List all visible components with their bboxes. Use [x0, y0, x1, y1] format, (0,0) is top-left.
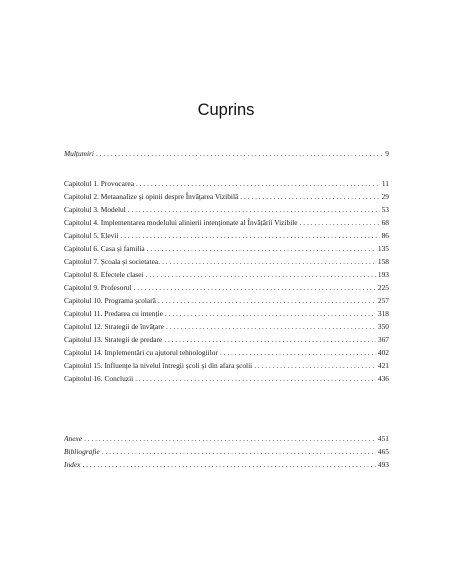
toc-entry[interactable]	[64, 190, 389, 203]
toc-dot-leader	[128, 203, 380, 216]
toc-entry-label: Capitolul 1. Provocarea	[64, 179, 134, 188]
toc-entry-label: Anexe	[64, 434, 83, 443]
toc-entry-page: 225	[377, 283, 389, 292]
toc-entry-page: 421	[377, 361, 389, 370]
toc-entry-label: Index	[64, 460, 81, 469]
toc-entry-label: Capitolul 4. Implementarea modelului alinierii intenționate al Învățării Vizibile	[64, 218, 298, 227]
toc-dot-leader	[164, 333, 376, 346]
toc-entry-page: 29	[381, 192, 389, 201]
toc-entry[interactable]	[64, 255, 389, 268]
toc-entry-label: Capitolul 14. Implementări cu ajutorul tehnologiilor	[64, 348, 218, 357]
toc-entry-page: 350	[377, 322, 389, 331]
toc-dot-leader	[120, 229, 379, 242]
toc-dot-leader	[135, 372, 376, 385]
toc-dot-leader	[158, 294, 376, 307]
toc-entry-label: Capitolul 9. Profesorul	[64, 283, 132, 292]
toc-dot-leader	[147, 242, 376, 255]
toc-entry-page: 135	[377, 244, 389, 253]
toc-entry[interactable]	[64, 320, 389, 333]
toc-dot-leader	[300, 216, 380, 229]
toc-entry[interactable]	[64, 147, 389, 160]
toc-dot-leader	[220, 346, 376, 359]
toc-entry-page: 11	[381, 179, 389, 188]
toc-dot-leader	[82, 458, 375, 471]
toc-entry[interactable]	[64, 359, 389, 372]
toc-entry-page: 318	[377, 309, 389, 318]
toc-entry-page: 451	[377, 434, 389, 443]
toc-dot-leader	[240, 190, 379, 203]
toc-entry-label: Capitolul 7. Școala și societatea.	[64, 257, 161, 266]
toc-entry[interactable]	[64, 216, 389, 229]
toc-entry[interactable]	[64, 281, 389, 294]
toc-entry-page: 158	[377, 257, 389, 266]
toc-entry-label: Capitolul 10. Programa școlară	[64, 296, 156, 305]
toc-entry[interactable]	[64, 333, 389, 346]
toc-entry-page: 86	[381, 231, 389, 240]
toc-entry-label: Capitolul 3. Modelul	[64, 205, 126, 214]
toc-entry[interactable]	[64, 177, 389, 190]
toc-entry-label: Capitolul 13. Strategii de predare	[64, 335, 163, 344]
toc-dot-leader	[102, 445, 376, 458]
toc-entry-label: Capitolul 15. Influențe la nivelul întregii școli și din afara școlii	[64, 361, 253, 370]
toc-entry-page: 465	[377, 447, 389, 456]
toc-dot-leader	[166, 320, 376, 333]
toc-entry-page: 402	[377, 348, 389, 357]
toc-dot-leader	[254, 359, 376, 372]
toc-dot-leader	[165, 307, 376, 320]
toc-entry[interactable]	[64, 307, 389, 320]
toc-dot-leader	[146, 268, 376, 281]
toc-entry-label: Capitolul 11. Predarea cu intenție	[64, 309, 163, 318]
toc-entry[interactable]	[64, 268, 389, 281]
toc-entry-page: 257	[377, 296, 389, 305]
toc-entry-page: 68	[381, 218, 389, 227]
toc-entry-label: Bibliografie	[64, 447, 100, 456]
page-title: Cuprins	[197, 101, 255, 119]
toc-entry-label: Capitolul 5. Elevii	[64, 231, 119, 240]
toc-entry-page: 367	[377, 335, 389, 344]
toc-entry[interactable]	[64, 445, 389, 458]
toc-entry-label: Capitolul 6. Casa și familia	[64, 244, 145, 253]
toc-entry-label: Capitolul 2. Metaanalize și opinii despre Învățarea Vizibilă	[64, 192, 239, 201]
toc-entry[interactable]	[64, 372, 389, 385]
toc-entry-page: 53	[381, 205, 389, 214]
toc-entry[interactable]	[64, 294, 389, 307]
toc-entry-page: 493	[377, 460, 389, 469]
toc-chapters	[64, 177, 389, 385]
toc-front-matter	[64, 147, 389, 160]
toc-dot-leader	[162, 255, 376, 268]
toc-entry-page: 193	[377, 270, 389, 279]
toc-dot-leader	[84, 432, 376, 445]
toc-entry[interactable]	[64, 242, 389, 255]
toc-entry-page: 9	[385, 149, 389, 158]
toc-entry-page: 436	[377, 374, 389, 383]
toc-dot-leader	[136, 177, 380, 190]
toc-entry[interactable]	[64, 346, 389, 359]
toc-entry[interactable]	[64, 432, 389, 445]
toc-entry-label: Capitolul 12. Strategii de învățare	[64, 322, 164, 331]
toc-entry-label: Mulțumiri	[64, 149, 94, 158]
toc-dot-leader	[134, 281, 376, 294]
toc-entry[interactable]	[64, 458, 389, 471]
toc-back-matter	[64, 432, 389, 471]
toc-entry-label: Capitolul 8. Efectele clasei	[64, 270, 144, 279]
toc-entry[interactable]	[64, 203, 389, 216]
toc-entry-label: Capitolul 16. Concluzii	[64, 374, 134, 383]
toc-entry[interactable]	[64, 229, 389, 242]
toc-dot-leader	[96, 147, 383, 160]
